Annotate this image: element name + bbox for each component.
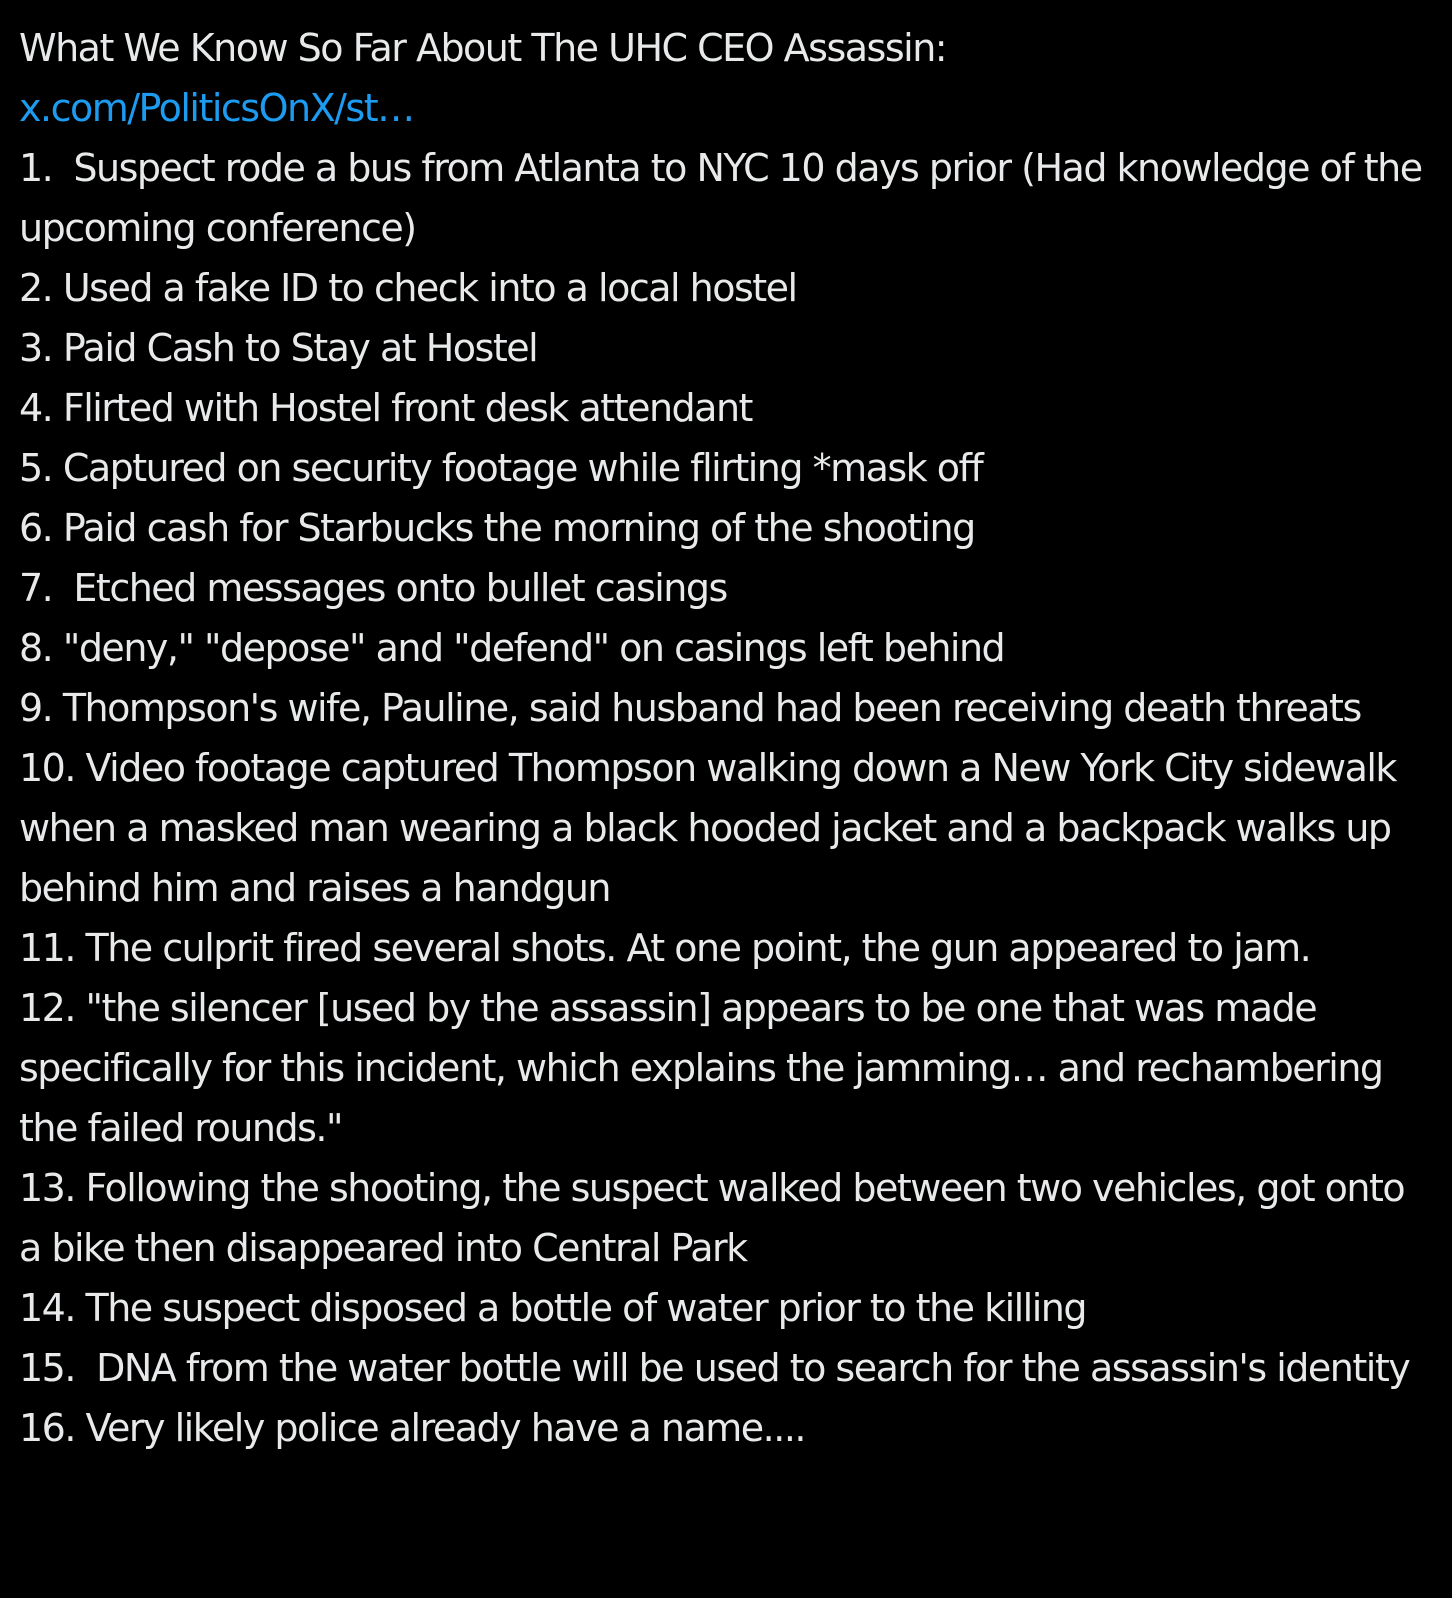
list-item-10: 10. Video footage captured Thompson walking down a New York City sidewalk when a masked man wearing a black hooded jacket and a backpack walks up behind him and raises a handgun <box>19 746 1407 910</box>
list-item-12: 12. "the silencer [used by the assassin] appears to be one that was made specifically for this incident, which explains the jamming… and rechambering the failed rounds." <box>19 986 1394 1150</box>
list-item-15: 15. DNA from the water bottle will be used to search for the assassin's identity <box>19 1346 1410 1390</box>
list-item-6: 6. Paid cash for Starbucks the morning of the shooting <box>19 506 975 550</box>
list-item-1: 1. Suspect rode a bus from Atlanta to NYC 10 days prior (Had knowledge of the upcoming conference) <box>19 146 1433 250</box>
list-item-5: 5. Captured on security footage while flirting *mask off <box>19 446 983 490</box>
list-item-3: 3. Paid Cash to Stay at Hostel <box>19 326 538 370</box>
list-item-2: 2. Used a fake ID to check into a local hostel <box>19 266 797 310</box>
list-item-4: 4. Flirted with Hostel front desk attendant <box>19 386 752 430</box>
list-item-8: 8. "deny," "depose" and "defend" on casings left behind <box>19 626 1005 670</box>
post-text <box>19 18 1434 1458</box>
list-item-13: 13. Following the shooting, the suspect walked between two vehicles, got onto a bike then disappeared into Central Park <box>19 1166 1415 1270</box>
post-link[interactable]: x.com/PoliticsOnX/st… <box>19 86 414 130</box>
list-item-7: 7. Etched messages onto bullet casings <box>19 566 727 610</box>
list-item-9: 9. Thompson's wife, Pauline, said husband had been receiving death threats <box>19 686 1361 730</box>
list-item-14: 14. The suspect disposed a bottle of water prior to the killing <box>19 1286 1087 1330</box>
post-title: What We Know So Far About The UHC CEO Assassin: <box>19 26 947 70</box>
list-item-16: 16. Very likely police already have a name.... <box>19 1406 805 1450</box>
list-item-11: 11. The culprit fired several shots. At one point, the gun appeared to jam. <box>19 926 1311 970</box>
